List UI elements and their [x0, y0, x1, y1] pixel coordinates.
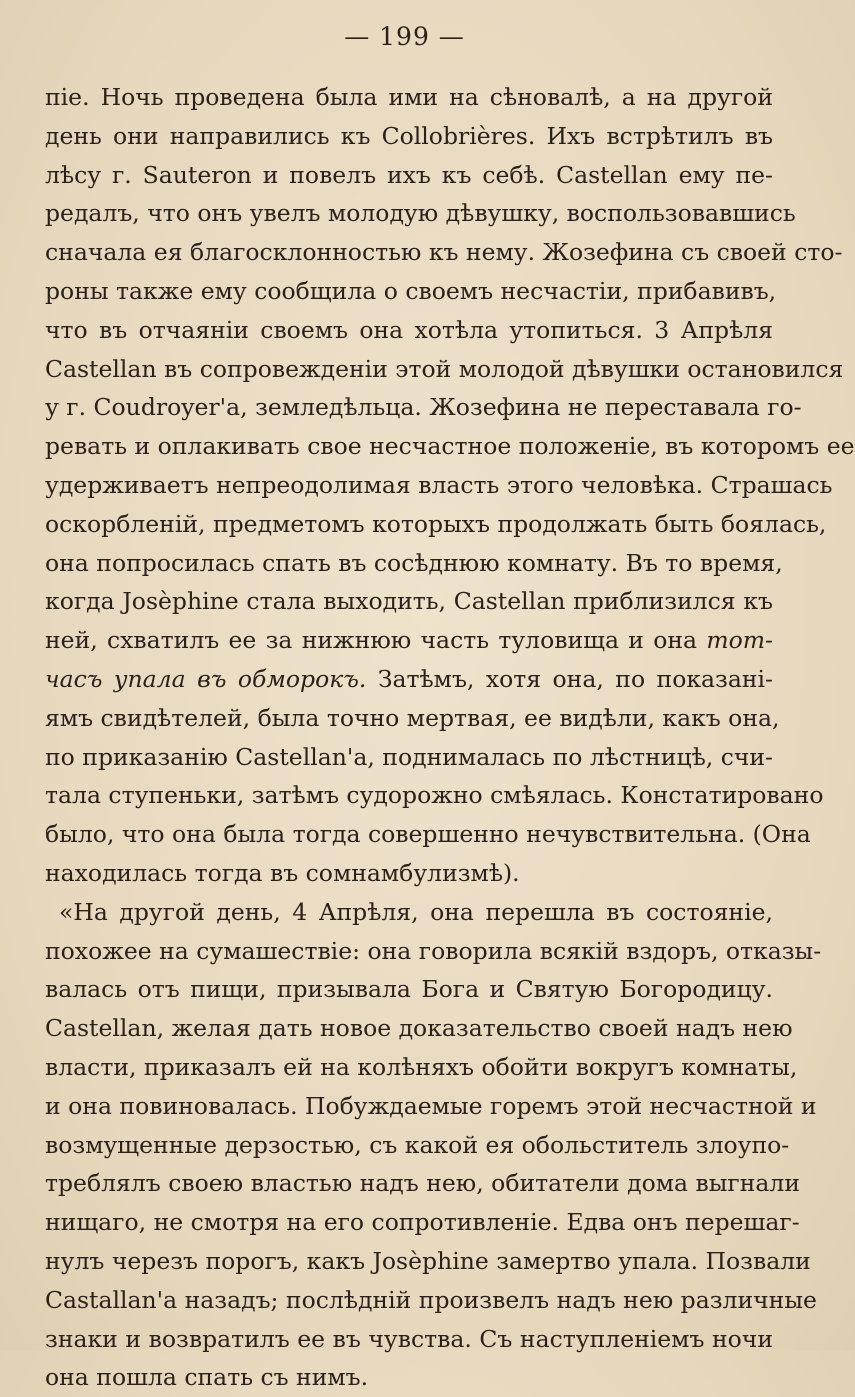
text-line: треблялъ своею властью надъ нею, обитатели дома выгнали — [45, 1169, 800, 1198]
text-line: роны также ему сообщила о своемъ несчастіи, прибавивъ, — [45, 276, 777, 305]
text-segment: Затѣмъ, хотя она, по показані- — [366, 664, 773, 693]
text-line: когда Josèphine стала выходить, Castellan приблизился къ — [45, 587, 773, 616]
text-line: власти, приказалъ ей на колѣняхъ обойти вокругъ комнаты, — [45, 1052, 798, 1081]
text-line: у г. Coudroyer'а, земледѣльца. Жозефина не переставала го- — [45, 393, 802, 422]
text-line: сначала ея благосклонностью къ нему. Жозефина съ своей сто- — [45, 238, 843, 267]
text-line: похожее на сумашествіе: она говорила всякій вздоръ, отказы- — [45, 936, 822, 965]
body-text — [45, 78, 855, 1397]
text-line: ямъ свидѣтелей, была точно мертвая, ее видѣли, какъ она, — [45, 703, 780, 732]
italic-text: тот- — [706, 626, 773, 655]
text-line: ревать и оплакивать свое несчастное положеніе, въ которомъ ее — [45, 432, 855, 461]
text-line: нищаго, не смотря на его сопротивленіе. Едва онъ перешаг- — [45, 1208, 800, 1237]
text-segment: ней, схватилъ ее за нижнюю часть туловища и она — [45, 626, 707, 655]
text-line: валась отъ пищи, призывала Бога и Святую Богородицу. — [45, 975, 773, 1004]
text-line: Castellan, желая дать новое доказательство своей надъ нею — [45, 1014, 793, 1043]
page-number: — 199 — — [344, 22, 465, 51]
text-line: піе. Ночь проведена была ими на сѣновалѣ, а на другой — [45, 83, 773, 111]
text-line: редалъ, что онъ увелъ молодую дѣвушку, воспользовавшись — [45, 199, 796, 228]
text-line: Castallan'а назадъ; послѣдній произвелъ надъ нею различные — [45, 1285, 817, 1314]
paragraph-start-line: «На другой день, 4 Апрѣля, она перешла въ состояніе, — [59, 897, 773, 926]
text-line: нулъ черезъ порогъ, какъ Josèphine замертво упала. Позвали — [45, 1246, 811, 1275]
text-line — [45, 660, 773, 699]
text-line: что въ отчаяніи своемъ она хотѣла утопиться. 3 Апрѣля — [45, 315, 773, 344]
text-line: и она повиновалась. Побуждаемые горемъ этой несчастной и — [45, 1091, 817, 1120]
text-line: знаки и возвратилъ ее въ чувства. Съ наступленіемъ ночи — [45, 1324, 773, 1353]
text-line: было, что она была тогда совершенно нечувствительна. (Она — [45, 820, 811, 849]
text-line: день они направились къ Collobrières. Ихъ встрѣтилъ въ — [45, 121, 773, 150]
text-line: она попросилась спать въ сосѣднюю комнату. Въ то время, — [45, 548, 783, 577]
text-line: находилась тогда въ сомнамбулизмѣ). — [45, 858, 520, 887]
text-line: тала ступеньки, затѣмъ судорожно смѣялась. Констатировано — [45, 781, 824, 810]
text-line — [45, 621, 773, 660]
text-line: по приказанію Castellan'а, поднималась по лѣстницѣ, счи- — [45, 742, 773, 771]
text-line: лѣсу г. Sauteron и повелъ ихъ къ себѣ. Castellan ему пе- — [45, 160, 773, 189]
text-line: Castellan въ сопровежденіи этой молодой дѣвушки остановился — [45, 354, 844, 383]
text-line: она пошла спать съ нимъ. — [45, 1363, 369, 1392]
text-line: возмущенные дерзостью, съ какой ея обольститель злоупо- — [45, 1130, 790, 1159]
text-line: удерживаетъ непреодолимая власть этого человѣка. Страшась — [45, 470, 833, 499]
text-line: оскорбленій, предметомъ которыхъ продолжать быть боялась, — [45, 509, 827, 538]
italic-text: часъ упала въ обморокъ. — [45, 664, 367, 693]
